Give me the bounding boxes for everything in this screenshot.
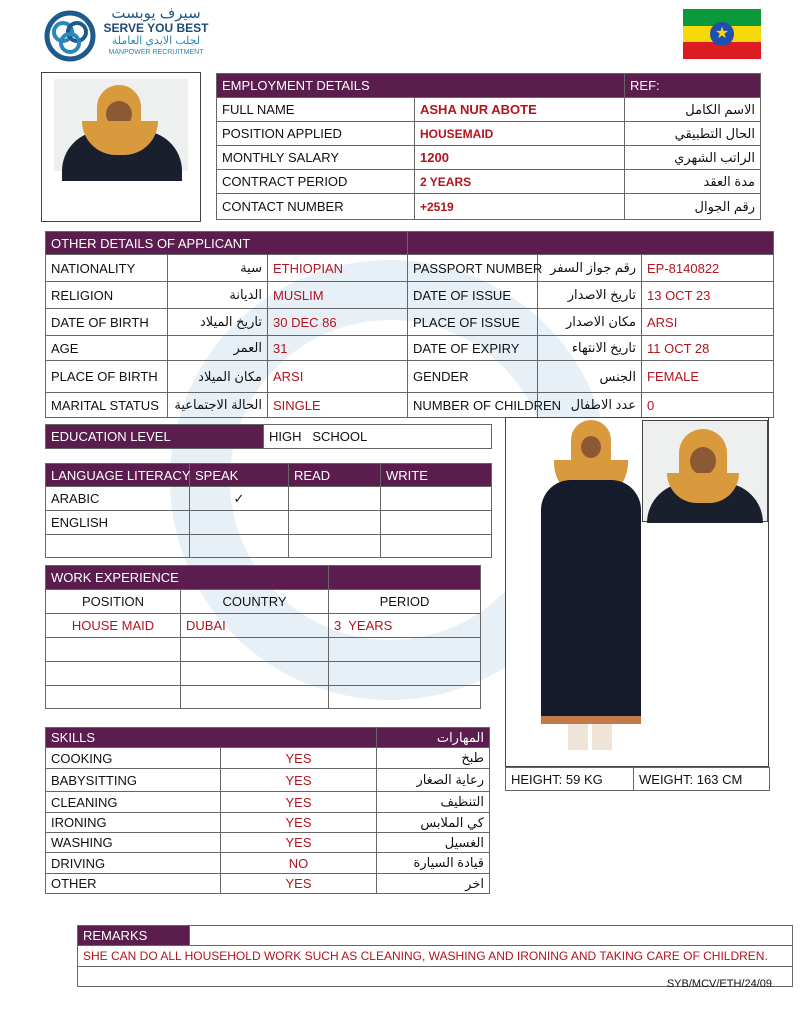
education-table [45,424,492,449]
check-icon: ✓ [190,487,289,511]
skills-header: SKILLS [46,728,377,748]
nationality-value: ETHIOPIAN [268,255,408,282]
work-position: HOUSE MAID [46,614,181,638]
language-read [289,511,381,535]
language-read [289,535,381,558]
education-value: HIGH SCHOOL [264,425,492,449]
language-write [381,487,492,511]
remarks-header-blank [190,926,793,946]
ref-label: REF: [625,74,761,98]
language-name [46,535,190,558]
brand-arabic-name: سيرف يوبست [111,5,201,22]
write-header: WRITE [381,464,492,487]
period-column-header: PERIOD [329,590,481,614]
skill-name: DRIVING [46,853,221,874]
height-value: HEIGHT: 59 KG [506,768,634,791]
full-name-label: FULL NAME [217,98,415,122]
skill-name: BABYSITTING [46,769,221,792]
work-period [329,686,481,709]
place-of-issue-label: PLACE OF ISSUE [408,309,538,336]
work-country [181,662,329,686]
position-applied-arabic: الحال التطبيقي [625,122,761,146]
speak-header: SPEAK [190,464,289,487]
place-of-birth-label: PLACE OF BIRTH [46,361,168,393]
date-of-expiry-label: DATE OF EXPIRY [408,336,538,361]
work-position [46,662,181,686]
brand-arabic-sub: لجلب الايدي العاملة [111,35,201,47]
skill-name: IRONING [46,813,221,833]
position-applied-value: HOUSEMAID [415,122,625,146]
date-of-issue-label: DATE OF ISSUE [408,282,538,309]
number-of-children-value: 0 [642,393,774,418]
applicant-photo-frame [41,72,201,222]
full-body-photo [536,420,646,765]
language-name: ENGLISH [46,511,190,535]
passport-number-label: PASSPORT NUMBER [408,255,538,282]
skill-arabic: التنظيف [377,792,490,813]
country-column-header: COUNTRY [181,590,329,614]
skill-arabic: اخر [377,874,490,894]
full-name-arabic: الاسم الكامل [625,98,761,122]
age-arabic: العمر [168,336,268,361]
skill-value: YES [221,769,377,792]
contract-period-arabic: مدة العقد [625,170,761,194]
gender-label: GENDER [408,361,538,393]
contact-number-label: CONTACT NUMBER [217,194,415,220]
education-label: EDUCATION LEVEL [46,425,264,449]
skill-value: YES [221,748,377,769]
work-position [46,686,181,709]
skill-value: YES [221,792,377,813]
date-of-birth-value: 30 DEC 86 [268,309,408,336]
skill-value: YES [221,874,377,894]
other-details-table [45,231,774,418]
work-period: 3 YEARS [329,614,481,638]
date-of-issue-arabic: تاريخ الاصدار [538,282,642,309]
language-write [381,535,492,558]
logo-icon [44,10,96,62]
place-of-issue-value: ARSI [642,309,774,336]
monthly-salary-label: MONTHLY SALARY [217,146,415,170]
ethiopia-flag-icon: ★ [683,9,761,59]
skill-arabic: قيادة السيارة [377,853,490,874]
skills-table [45,727,490,894]
language-speak [190,535,289,558]
full-body-photo-frame [505,417,769,767]
passport-number-arabic: رقم جواز السفر [538,255,642,282]
read-header: READ [289,464,381,487]
religion-arabic: الديانة [168,282,268,309]
contact-number-arabic: رقم الجوال [625,194,761,220]
work-experience-table [45,565,481,709]
marital-status-value: SINGLE [268,393,408,418]
gender-value: FEMALE [642,361,774,393]
position-applied-label: POSITION APPLIED [217,122,415,146]
nationality-arabic: سية [168,255,268,282]
date-of-expiry-value: 11 OCT 28 [642,336,774,361]
other-details-header: OTHER DETAILS OF APPLICANT [46,232,408,255]
brand-sub: MANPOWER RECRUITMENT [108,49,204,56]
age-label: AGE [46,336,168,361]
number-of-children-label: NUMBER OF CHILDREN [408,393,538,418]
work-experience-header-blank [329,566,481,590]
date-of-issue-value: 13 OCT 23 [642,282,774,309]
skill-value: NO [221,853,377,874]
date-of-birth-label: DATE OF BIRTH [46,309,168,336]
contract-period-label: CONTRACT PERIOD [217,170,415,194]
document-code: SYB/MCV/ETH/24/09 [666,978,772,990]
work-period [329,638,481,662]
work-position [46,638,181,662]
date-of-birth-arabic: تاريخ الميلاد [168,309,268,336]
measures-table [505,767,770,791]
work-period [329,662,481,686]
language-header: LANGUAGE LITERACY [46,464,190,487]
skills-header-arabic: المهارات [377,728,490,748]
face-photo-inset [642,420,768,522]
employment-header: EMPLOYMENT DETAILS [217,74,625,98]
applicant-photo [54,79,188,171]
skill-arabic: طبخ [377,748,490,769]
weight-value: WEIGHT: 163 CM [634,768,770,791]
passport-number-value: EP-8140822 [642,255,774,282]
religion-value: MUSLIM [268,282,408,309]
skill-name: CLEANING [46,792,221,813]
language-name: ARABIC [46,487,190,511]
skill-arabic: الغسيل [377,833,490,853]
date-of-expiry-arabic: تاريخ الانتهاء [538,336,642,361]
skill-arabic: رعاية الصغار [377,769,490,792]
place-of-birth-value: ARSI [268,361,408,393]
place-of-issue-arabic: مكان الاصدار [538,309,642,336]
contact-number-value: +2519 [415,194,625,220]
language-read [289,487,381,511]
skill-name: COOKING [46,748,221,769]
language-table [45,463,492,558]
marital-status-label: MARITAL STATUS [46,393,168,418]
gender-arabic: الجنس [538,361,642,393]
work-country [181,686,329,709]
brand-name: SERVE YOU BEST [103,21,209,35]
skill-name: OTHER [46,874,221,894]
remarks-header: REMARKS [78,926,190,946]
skill-arabic: كي الملابس [377,813,490,833]
monthly-salary-value: 1200 [415,146,625,170]
skill-name: WASHING [46,833,221,853]
other-details-header-blank [408,232,774,255]
skill-value: YES [221,813,377,833]
skill-value: YES [221,833,377,853]
contract-period-value: 2 YEARS [415,170,625,194]
language-speak [190,511,289,535]
work-country [181,638,329,662]
brand-block [96,6,216,57]
full-name-value: ASHA NUR ABOTE [415,98,625,122]
employment-table [216,73,761,220]
number-of-children-arabic: عدد الاطفال [538,393,642,418]
religion-label: RELIGION [46,282,168,309]
work-country: DUBAI [181,614,329,638]
work-experience-header: WORK EXPERIENCE [46,566,329,590]
remarks-text: SHE CAN DO ALL HOUSEHOLD WORK SUCH AS CLEANING, WASHING AND IRONING AND TAKING CARE OF CHILDREN. [78,946,793,967]
marital-status-arabic: الحالة الاجتماعية [168,393,268,418]
age-value: 31 [268,336,408,361]
position-column-header: POSITION [46,590,181,614]
language-write [381,511,492,535]
place-of-birth-arabic: مكان الميلاد [168,361,268,393]
nationality-label: NATIONALITY [46,255,168,282]
monthly-salary-arabic: الراتب الشهري [625,146,761,170]
